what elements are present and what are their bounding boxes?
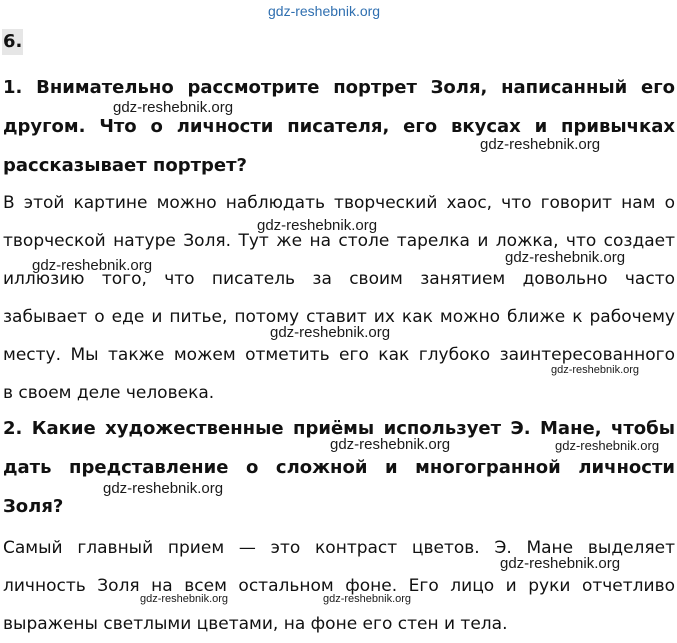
watermark: gdz-reshebnik.org <box>323 593 412 605</box>
question-line: другом. Что о личности писателя, его вкусах и привычках <box>3 116 675 137</box>
answer-line: выражены светлыми цветами, на фоне его стен и тела. <box>3 614 508 634</box>
question-line: 2. Какие художественные приёмы использует Э. Мане, чтобы <box>3 418 675 439</box>
question-line: рассказывает портрет? <box>3 155 248 176</box>
answer-line: личность Золя на всем остальном фоне. Его лицо и руки отчетливо <box>3 576 675 596</box>
watermark: gdz-reshebnik.org <box>103 480 224 497</box>
watermark: gdz-reshebnik.org <box>113 99 234 116</box>
answer-line: Самый главный прием — это контраст цветов. Э. Мане выделяет <box>3 538 675 558</box>
watermark: gdz-reshebnik.org <box>268 3 381 19</box>
watermark: gdz-reshebnik.org <box>480 136 601 153</box>
question-line: Золя? <box>3 496 64 517</box>
answer-line: в своем деле человека. <box>3 383 215 403</box>
answer-line: иллюзию того, что писатель за своим занятием довольно часто <box>3 269 675 289</box>
question-line: дать представление о сложной и многогранной личности <box>3 457 675 478</box>
watermark: gdz-reshebnik.org <box>257 217 378 234</box>
question-2 <box>3 409 675 526</box>
question-line: 1. Внимательно рассмотрите портрет Золя, написанный его <box>3 77 675 98</box>
watermark: gdz-reshebnik.org <box>270 324 391 341</box>
watermark: gdz-reshebnik.org <box>330 436 451 453</box>
watermark: gdz-reshebnik.org <box>500 555 621 572</box>
answer-2 <box>3 529 675 643</box>
watermark: gdz-reshebnik.org <box>551 364 640 376</box>
question-1 <box>3 68 675 185</box>
answer-line: месту. Мы также можем отметить его как глубоко заинтересованного <box>3 345 675 365</box>
watermark: gdz-reshebnik.org <box>32 257 153 274</box>
watermark: gdz-reshebnik.org <box>140 593 229 605</box>
watermark: gdz-reshebnik.org <box>555 438 660 453</box>
answer-line: творческой натуре Золя. Тут же на столе тарелка и ложка, что создает <box>3 231 675 251</box>
answer-line: забывает о еде и питье, потому ставит их как можно ближе к рабочему <box>3 307 675 327</box>
watermark: gdz-reshebnik.org <box>505 249 626 266</box>
answer-line: В этой картине можно наблюдать творческий хаос, что говорит нам о <box>3 193 675 213</box>
task-number: 6. <box>2 29 23 55</box>
